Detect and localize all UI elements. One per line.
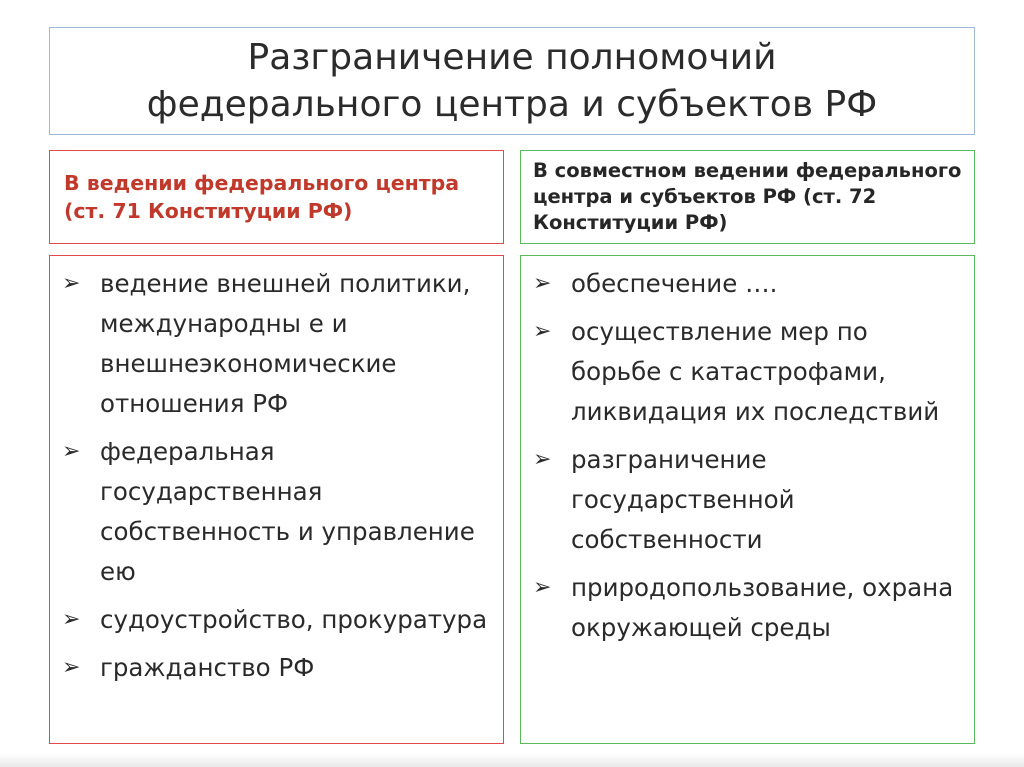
list-item	[521, 440, 964, 560]
list-item-text: осуществление мер по борьбе с катастрофами, ликвидация их последствий	[571, 317, 940, 426]
list-item	[521, 568, 964, 648]
list-item	[521, 264, 964, 304]
arrowhead-bullet-icon: ➢	[533, 271, 552, 296]
list-item	[50, 648, 493, 688]
arrowhead-bullet-icon: ➢	[62, 655, 81, 680]
left-column-heading: В ведении федерального центра (ст. 71 Конституции РФ)	[64, 171, 460, 223]
arrowhead-bullet-icon: ➢	[62, 271, 81, 296]
list-item-text: разграничение государственной собственности	[571, 445, 795, 554]
list-item-text: гражданство РФ	[100, 653, 315, 682]
list-item-text: обеспечение ….	[571, 269, 778, 298]
arrowhead-bullet-icon: ➢	[533, 575, 552, 600]
list-item-text: природопользование, охрана окружающей среды	[571, 573, 954, 642]
right-column-list-box	[520, 255, 975, 744]
left-column-heading-box	[49, 150, 504, 244]
list-item	[521, 312, 964, 432]
list-item	[50, 432, 493, 592]
bottom-shadow	[0, 753, 1024, 767]
arrowhead-bullet-icon: ➢	[62, 439, 81, 464]
left-column-list-box	[49, 255, 504, 744]
slide-title-line-1: Разграничение полномочий	[247, 37, 777, 78]
list-item	[50, 600, 493, 640]
right-column-list	[521, 264, 964, 648]
arrowhead-bullet-icon: ➢	[533, 447, 552, 472]
slide-title	[147, 34, 877, 128]
left-column-list	[50, 264, 493, 688]
right-column-heading-box	[520, 150, 975, 244]
slide-title-line-2: федерального центра и субъектов РФ	[146, 84, 878, 125]
title-box	[49, 27, 975, 135]
arrowhead-bullet-icon: ➢	[533, 319, 552, 344]
arrowhead-bullet-icon: ➢	[62, 607, 81, 632]
list-item	[50, 264, 493, 424]
list-item-text: ведение внешней политики, международны е и внешнеэкономические отношения РФ	[100, 269, 471, 418]
right-column-heading: В совместном ведении федерального центра и субъектов РФ (ст. 72 Конституции РФ)	[533, 159, 962, 234]
list-item-text: федеральная государственная собственность и управление ею	[100, 437, 475, 586]
list-item-text: судоустройство, прокуратура	[100, 605, 488, 634]
